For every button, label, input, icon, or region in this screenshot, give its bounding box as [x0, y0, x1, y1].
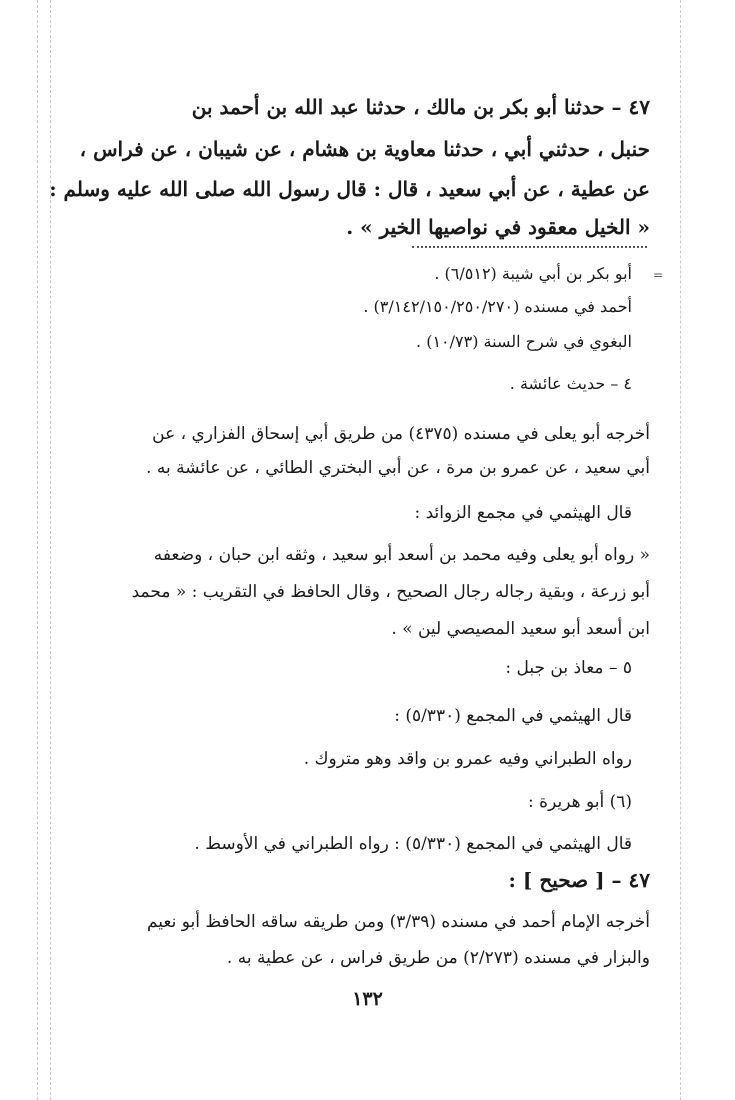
body-line: « رواه أبو يعلى وفيه محمد بن أسعد أبو سعيد ، وثقه ابن حبان ، وضعفه	[153, 545, 650, 565]
note-line: البغوي في شرح السنة (١٠/٧٣) .	[416, 332, 632, 351]
body-line: رواه الطبراني وفيه عمرو بن واقد وهو متروك .	[303, 749, 632, 769]
body-line: ابن أسعد أبو سعيد المصيصي لين » .	[391, 619, 650, 639]
body-line: قال الهيثمي في المجمع (٥/٣٣٠) :	[394, 706, 632, 726]
body-line: قال الهيثمي في مجمع الزوائد :	[414, 503, 632, 523]
note-line: أبو بكر بن أبي شيبة (٦/٥١٢) .	[434, 264, 632, 283]
body-line: أبي سعيد ، عن عمرو بن مرة ، عن أبي البختري الطائي ، عن عائشة به .	[146, 458, 650, 478]
body-line: والبزار في مسنده (٢/٢٧٣) من طريق فراس ، عن عطية به .	[226, 948, 650, 968]
note-line: أحمد في مسنده (٣/١٤٢/١٥٠/٢٥٠/٢٧٠) .	[363, 297, 632, 316]
section-heading: ٤٧ – [ صحيح ] :	[508, 868, 650, 892]
margin-fold-line	[680, 0, 681, 1100]
margin-mark: =	[653, 268, 664, 282]
page-number: ١٣٢	[352, 988, 383, 1010]
main-text-line: حنبل ، حدثني أبي ، حدثنا معاوية بن هشام ، عن شيبان ، عن فراس ،	[79, 137, 650, 161]
body-line: أخرجه الإمام أحمد في مسنده (٣/٣٩) ومن طريقه ساقه الحافظ أبو نعيم	[146, 912, 650, 932]
margin-fold-line	[50, 0, 51, 1100]
footnote-separator	[412, 246, 647, 248]
main-text-line: ٤٧ – حدثنا أبو بكر بن مالك ، حدثنا عبد الله بن أحمد بن	[191, 95, 650, 119]
body-line: (٦) أبو هريرة :	[528, 792, 632, 812]
body-line: أخرجه أبو يعلى في مسنده (٤٣٧٥) من طريق أبي إسحاق الفزاري ، عن	[152, 424, 650, 444]
note-line: ٤ – حديث عائشة .	[509, 374, 632, 393]
body-line: أبو زرعة ، وبقية رجاله رجال الصحيح ، وقال الحافظ في التقريب : « محمد	[131, 582, 650, 602]
body-line: قال الهيثمي في المجمع (٥/٣٣٠) : رواه الطبراني في الأوسط .	[194, 834, 632, 854]
main-text-line: عن عطية ، عن أبي سعيد ، قال : قال رسول الله صلى الله عليه وسلم :	[49, 177, 650, 201]
main-text-line: « الخيل معقود في نواصيها الخير » .	[346, 215, 650, 239]
margin-fold-line	[37, 0, 38, 1100]
body-line: ٥ – معاذ بن جبل :	[505, 658, 632, 678]
